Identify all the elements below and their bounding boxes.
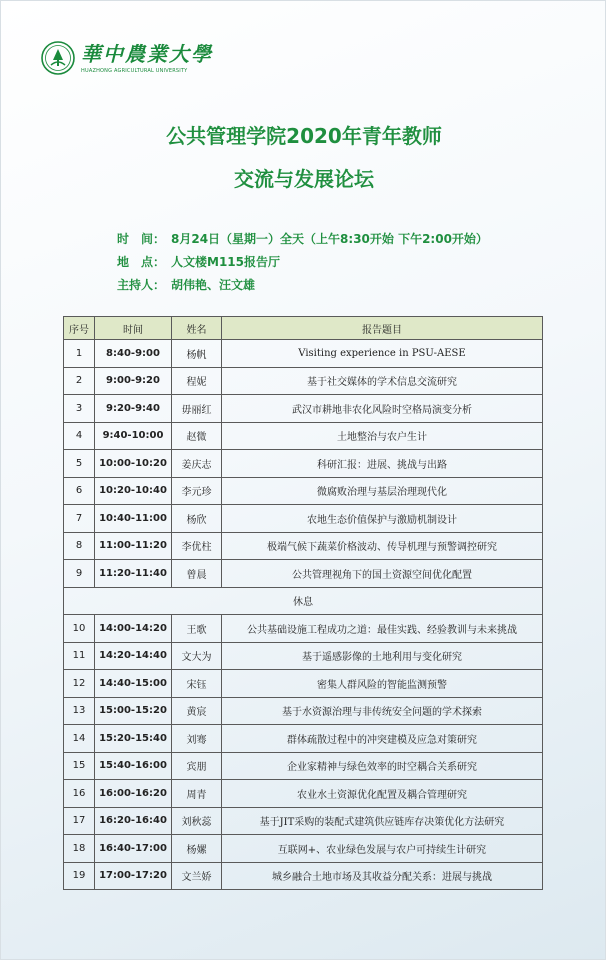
cell-name: 杨帆 (172, 340, 222, 368)
cell-topic: 土地整治与农户生计 (222, 422, 543, 450)
cell-topic: 群体疏散过程中的冲突建模及应急对策研究 (222, 725, 543, 753)
cell-no: 8 (64, 532, 95, 560)
cell-topic: Visiting experience in PSU-AESE (222, 340, 543, 368)
place-label: 地 点： (117, 255, 166, 269)
cell-time: 11:20-11:40 (95, 560, 172, 588)
table-row (64, 642, 543, 670)
cell-name: 黄宸 (172, 697, 222, 725)
table-row (64, 340, 543, 368)
cell-topic: 密集人群风险的智能监测预警 (222, 670, 543, 698)
table-row (64, 862, 543, 890)
cell-topic: 科研汇报：进展、挑战与出路 (222, 450, 543, 478)
table-row (64, 780, 543, 808)
cell-name: 周青 (172, 780, 222, 808)
cell-name: 曾晨 (172, 560, 222, 588)
page-title-line2: 交流与发展论坛 (234, 167, 374, 191)
cell-topic: 公共基础设施工程成功之道：最佳实践、经验教训与未来挑战 (222, 615, 543, 643)
cell-topic: 公共管理视角下的国土资源空间优化配置 (222, 560, 543, 588)
cell-name: 毋丽红 (172, 395, 222, 423)
cell-name: 杨欣 (172, 505, 222, 533)
cell-no: 11 (64, 642, 95, 670)
cell-topic: 武汉市耕地非农化风险时空格局演变分析 (222, 395, 543, 423)
header-no: 序号 (64, 317, 95, 340)
time-label: 时 间： (117, 232, 166, 246)
cell-time: 9:20-9:40 (95, 395, 172, 423)
table-row (64, 450, 543, 478)
cell-topic: 微腐败治理与基层治理现代化 (222, 477, 543, 505)
table-row (64, 697, 543, 725)
cell-time: 10:20-10:40 (95, 477, 172, 505)
cell-no: 9 (64, 560, 95, 588)
cell-name: 李优柱 (172, 532, 222, 560)
table-row (64, 505, 543, 533)
cell-no: 19 (64, 862, 95, 890)
cell-time: 14:00-14:20 (95, 615, 172, 643)
cell-name: 刘骞 (172, 725, 222, 753)
cell-time: 10:00-10:20 (95, 450, 172, 478)
host-value: 胡伟艳、汪文雄 (171, 278, 256, 292)
cell-time: 8:40-9:00 (95, 340, 172, 368)
table-row (64, 615, 543, 643)
cell-name: 刘秋蕊 (172, 807, 222, 835)
cell-time: 15:00-15:20 (95, 697, 172, 725)
cell-no: 16 (64, 780, 95, 808)
cell-no: 1 (64, 340, 95, 368)
cell-time: 17:00-17:20 (95, 862, 172, 890)
time-value: 8月24日（星期一）全天（上午8:30开始 下午2:00开始） (171, 232, 488, 246)
table-row (64, 560, 543, 588)
table-row (64, 725, 543, 753)
cell-time: 10:40-11:00 (95, 505, 172, 533)
host-label: 主持人： (117, 278, 166, 292)
cell-no: 13 (64, 697, 95, 725)
cell-time: 11:00-11:20 (95, 532, 172, 560)
schedule-table (63, 316, 543, 890)
cell-no: 2 (64, 367, 95, 395)
university-logo (41, 41, 213, 75)
table-row (64, 532, 543, 560)
table-header-row (64, 317, 543, 340)
cell-topic: 城乡融合土地市场及其收益分配关系：进展与挑战 (222, 862, 543, 890)
header-topic: 报告题目 (222, 317, 543, 340)
cell-no: 17 (64, 807, 95, 835)
cell-no: 6 (64, 477, 95, 505)
cell-no: 15 (64, 752, 95, 780)
cell-name: 姜庆志 (172, 450, 222, 478)
university-seal-icon (41, 41, 75, 75)
cell-name: 宋钰 (172, 670, 222, 698)
cell-topic: 农地生态价值保护与激励机制设计 (222, 505, 543, 533)
cell-no: 4 (64, 422, 95, 450)
cell-no: 10 (64, 615, 95, 643)
event-place (117, 253, 280, 270)
cell-name: 宾朋 (172, 752, 222, 780)
cell-no: 7 (64, 505, 95, 533)
cell-time: 9:40-10:00 (95, 422, 172, 450)
cell-no: 12 (64, 670, 95, 698)
break-row (64, 587, 543, 615)
cell-time: 16:00-16:20 (95, 780, 172, 808)
cell-topic: 基于遥感影像的土地利用与变化研究 (222, 642, 543, 670)
table-row (64, 752, 543, 780)
cell-name: 赵微 (172, 422, 222, 450)
cell-topic: 农业水土资源优化配置及耦合管理研究 (222, 780, 543, 808)
cell-name: 王歌 (172, 615, 222, 643)
cell-name: 李元珍 (172, 477, 222, 505)
table-row (64, 477, 543, 505)
cell-topic: 极端气候下蔬菜价格波动、传导机理与预警调控研究 (222, 532, 543, 560)
cell-name: 杨嫘 (172, 835, 222, 863)
cell-time: 15:20-15:40 (95, 725, 172, 753)
table-row (64, 395, 543, 423)
cell-time: 16:40-17:00 (95, 835, 172, 863)
cell-no: 3 (64, 395, 95, 423)
cell-name: 文大为 (172, 642, 222, 670)
cell-time: 15:40-16:00 (95, 752, 172, 780)
cell-no: 5 (64, 450, 95, 478)
header-name: 姓名 (172, 317, 222, 340)
cell-topic: 基于水资源治理与非传统安全问题的学术探索 (222, 697, 543, 725)
table-row (64, 670, 543, 698)
cell-topic: 基于JIT采购的装配式建筑供应链库存决策优化方法研究 (222, 807, 543, 835)
header-time: 时间 (95, 317, 172, 340)
cell-name: 文兰娇 (172, 862, 222, 890)
cell-time: 16:20-16:40 (95, 807, 172, 835)
cell-topic: 基于社交媒体的学术信息交流研究 (222, 367, 543, 395)
cell-time: 14:40-15:00 (95, 670, 172, 698)
table-row (64, 835, 543, 863)
event-host (117, 276, 255, 293)
place-value: 人文楼M115报告厅 (171, 255, 280, 269)
cell-time: 9:00-9:20 (95, 367, 172, 395)
cell-no: 18 (64, 835, 95, 863)
cell-topic: 企业家精神与绿色效率的时空耦合关系研究 (222, 752, 543, 780)
logo-english-name: HUAZHONG AGRICULTURAL UNIVERSITY (81, 67, 188, 74)
logo-chinese-name: 華中農業大學 (81, 41, 213, 66)
cell-name: 程妮 (172, 367, 222, 395)
event-time (117, 230, 488, 247)
table-row (64, 367, 543, 395)
table-row (64, 422, 543, 450)
table-row (64, 807, 543, 835)
break-label: 休息 (64, 587, 543, 615)
cell-time: 14:20-14:40 (95, 642, 172, 670)
page-title-line1: 公共管理学院2020年青年教师 (166, 124, 442, 148)
cell-no: 14 (64, 725, 95, 753)
cell-topic: 互联网+、农业绿色发展与农户可持续生计研究 (222, 835, 543, 863)
